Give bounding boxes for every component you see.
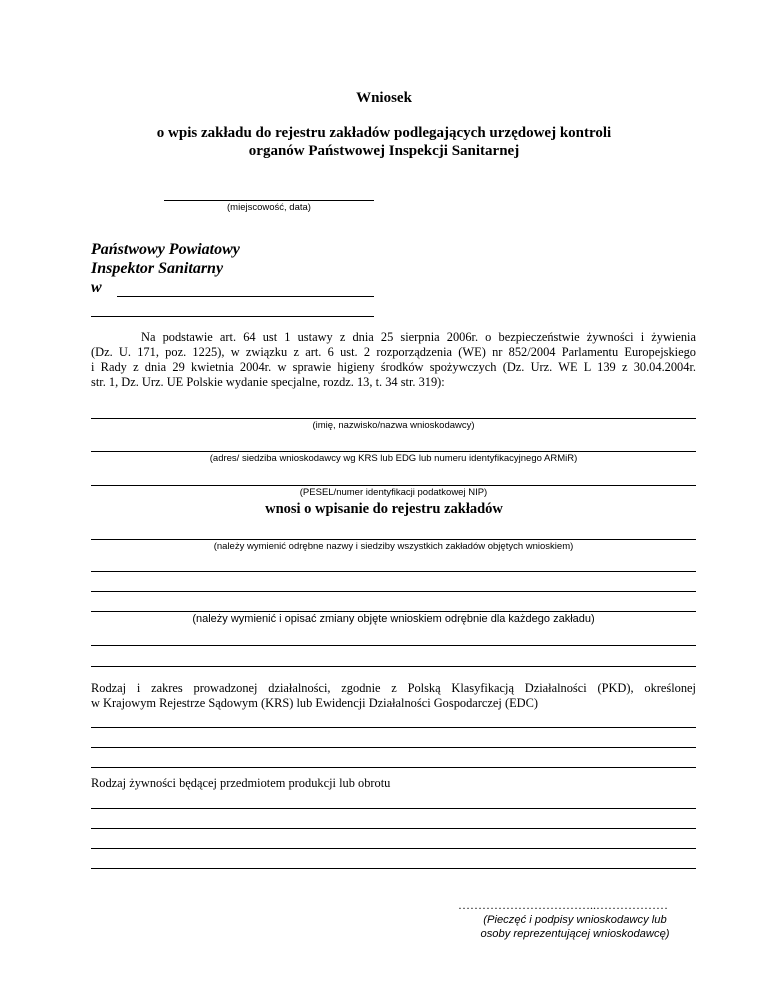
place-date-line[interactable] (164, 200, 374, 201)
food-type-line-4[interactable] (91, 868, 696, 869)
food-type-line-3[interactable] (91, 848, 696, 849)
changes-line-2[interactable] (91, 645, 696, 646)
addressee-block (91, 240, 240, 297)
addressee-city-line[interactable] (117, 296, 374, 297)
establishments-line[interactable] (91, 539, 696, 540)
place-date-caption: (miejscowość, data) (227, 202, 311, 213)
signature-caption (440, 913, 710, 941)
form-title: Wniosek (356, 90, 412, 106)
activity-label (91, 681, 696, 711)
applicant-address-caption: (adres/ siedziba wnioskodawcy wg KRS lub EDG lub numeru identyfikacyjnego ARMiR) (209, 453, 578, 464)
food-type-line-1[interactable] (91, 808, 696, 809)
legal-basis-line2: (Dz. U. 171, poz. 1225), w związku z art. 6 ust. 2 rozporządzenia (WE) nr 852/2004 Parlamentu Europejskiego (91, 345, 696, 359)
activity-label-line2: w Krajowym Rejestrze Sądowym (KRS) lub Ewidencji Działalności Gospodarczej (EDC) (91, 696, 538, 710)
activity-line-3[interactable] (91, 767, 696, 768)
food-type-line-2[interactable] (91, 828, 696, 829)
signature-dotted-line[interactable]: ……………………………..……………… (458, 898, 668, 912)
addressee-line3-prefix: w (91, 279, 102, 296)
changes-line-3[interactable] (91, 666, 696, 667)
form-subtitle-line1: o wpis zakładu do rejestru zakładów podlegających urzędowej kontroli (156, 125, 612, 141)
changes-line[interactable] (91, 611, 696, 612)
applicant-id-line[interactable] (91, 485, 696, 486)
legal-basis-line3: i Rady z dnia 29 kwietnia 2004r. w sprawie higieny środków spożywczych (Dz. Urz. WE L 139 z 30.04.2004r. (91, 360, 696, 374)
legal-basis-paragraph (91, 330, 696, 390)
addressee-line1: Państwowy Powiatowy (91, 241, 240, 258)
addressee-extra-line[interactable] (91, 316, 374, 317)
addressee-line2: Inspektor Sanitarny (91, 260, 224, 277)
activity-line-1[interactable] (91, 727, 696, 728)
changes-caption: (należy wymienić i opisać zmiany objęte wnioskiem odrębnie dla każdego zakładu) (192, 613, 595, 625)
legal-basis-line4: str. 1, Dz. Urz. UE Polskie wydanie specjalne, rozdz. 13, t. 34 str. 319): (91, 375, 445, 389)
establishments-caption: (należy wymienić odrębne nazwy i siedziby wszystkich zakładów objętych wnioskiem) (213, 541, 574, 552)
food-type-label: Rodzaj żywności będącej przedmiotem produkcji lub obrotu (91, 776, 391, 790)
activity-line-2[interactable] (91, 747, 696, 748)
establishments-line-2[interactable] (91, 571, 696, 572)
applicant-address-line[interactable] (91, 451, 696, 452)
form-subtitle-line2: organów Państwowej Inspekcji Sanitarnej (248, 143, 520, 159)
applicant-name-line[interactable] (91, 418, 696, 419)
establishments-line-3[interactable] (91, 591, 696, 592)
activity-label-line1: Rodzaj i zakres prowadzonej działalności, zgodnie z Polską Klasyfikacją Działalności (PKD), określonej (91, 681, 696, 695)
applicant-id-caption: (PESEL/numer identyfikacji podatkowej NIP) (299, 487, 488, 498)
applicant-name-caption: (imię, nazwisko/nazwa wnioskodawcy) (312, 420, 475, 431)
signature-caption-line1: (Pieczęć i podpisy wnioskodawcy lub (483, 914, 667, 926)
request-heading: wnosi o wpisanie do rejestru zakładów (265, 501, 503, 517)
legal-basis-line1: Na podstawie art. 64 ust 1 ustawy z dnia 25 sierpnia 2006r. o bezpieczeństwie żywności i żywienia (141, 330, 696, 344)
signature-caption-line2: osoby reprezentującej wnioskodawcę) (480, 928, 670, 940)
